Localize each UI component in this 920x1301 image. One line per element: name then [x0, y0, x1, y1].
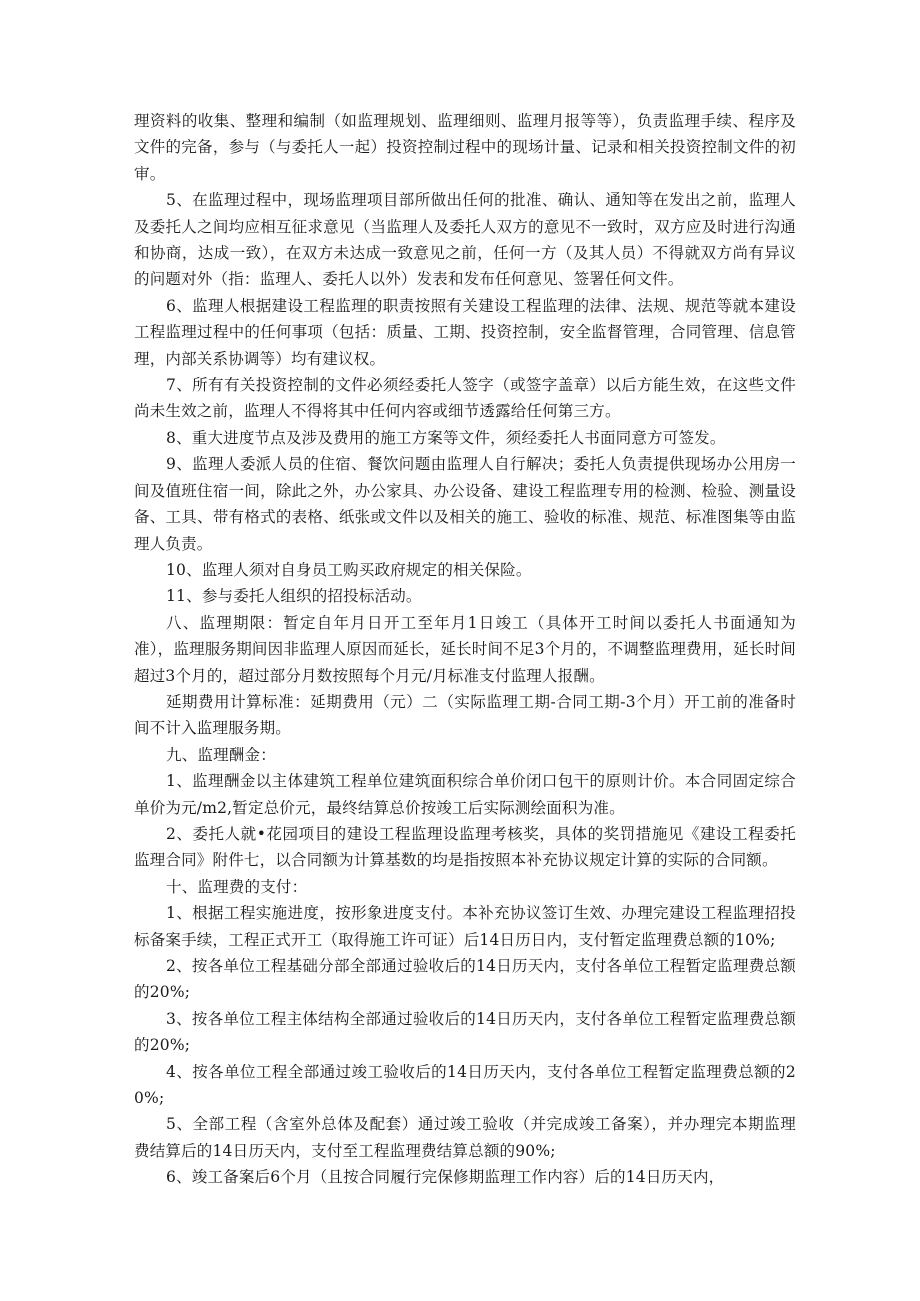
document-body — [134, 108, 796, 1191]
section-heading: 九、监理酬金： — [166, 745, 276, 764]
paragraph: 4、按各单位工程全部通过竣工验收后的14日历天内，支付各单位工程暂定监理费总额的20%; — [134, 1062, 796, 1108]
paragraph: 5、在监理过程中，现场监理项目部所做出任何的批准、确认、通知等在发出之前，监理人及委托人之间均应相互征求意见（当监理人及委托人双方的意见不一致时，双方应及时进行沟通和协商，达成一致），在双方未达成一致意见之前，任何一方（及其人员）不得就双方尚有异议的问题对外（指：监理人、委托人以外）发表和发布任何意见、签署任何文件。 — [134, 191, 796, 289]
paragraph: 1、根据工程实施进度，按形象进度支付。本补充协议签订生效、办理完建设工程监理招投标备案手续，工程正式开工（取得施工许可证）后14日历日内，支付暂定监理费总额的10%; — [134, 904, 796, 949]
paragraph: 延期费用计算标准：延期费用（元）二（实际监理工期-合同工期-3个月）开工前的准备时间不计入监理服务期。 — [134, 692, 796, 738]
section-heading: 十、监理费的支付： — [166, 877, 308, 896]
paragraph: 3、按各单位工程主体结构全部通过验收后的14日历天内，支付各单位工程暂定监理费总额的20%; — [134, 1009, 796, 1055]
paragraph: 6、监理人根据建设工程监理的职责按照有关建设工程监理的法律、法规、规范等就本建设工程监理过程中的任何事项（包括：质量、工期、投资控制，安全监督管理，合同管理、信息管理，内部关系协调等）均有建议权。 — [134, 296, 796, 368]
paragraph: 7、所有有关投资控制的文件必须经委托人签字（或签字盖章）以后方能生效，在这些文件尚未生效之前，监理人不得将其中任何内容或细节透露给任何第三方。 — [134, 376, 796, 421]
paragraph: 2、按各单位工程基础分部全部通过验收后的14日历天内，支付各单位工程暂定监理费总额的20%; — [134, 957, 796, 1002]
paragraph: 八、监理期限：暂定自年月日开工至年月1日竣工（具体开工时间以委托人书面通知为准），监理服务期间因非监理人原因而延长，延长时间不足3个月的，不调整监理费用，延长时间超过3个月的，超过部分月数按照每个月元/月标准支付监理人报酬。 — [134, 613, 796, 685]
paragraph: 5、全部工程（含室外总体及配套）通过竣工验收（并完成竣工备案），并办理完本期监理费结算后的14日历天内，支付至工程监理费结算总额的90%; — [134, 1115, 796, 1160]
paragraph: 理资料的收集、整理和编制（如监理规划、监理细则、监理月报等等），负责监理手续、程序及文件的完备，参与（与委托人一起）投资控制过程中的现场计量、记录和相关投资控制文件的初审。 — [134, 112, 796, 183]
paragraph: 8、重大进度节点及涉及费用的施工方案等文件，须经委托人书面同意方可签发。 — [166, 428, 726, 447]
paragraph: 9、监理人委派人员的住宿、餐饮问题由监理人自行解决；委托人负责提供现场办公用房一间及值班住宿一间，除此之外，办公家具、办公设备、建设工程监理专用的检测、检验、测量设备、工具、带有格式的表格、纸张或文件以及相关的施工、验收的标准、规范、标准图集等由监理人负责。 — [134, 455, 796, 553]
paragraph: 11、参与委托人组织的招投标活动。 — [166, 587, 422, 606]
paragraph: 1、监理酬金以主体建筑工程单位建筑面积综合单价闭口包干的原则计价。本合同固定综合单价为元/m2,暂定总价元，最终结算总价按竣工后实际测绘面积为准。 — [134, 772, 796, 817]
paragraph: 10、监理人须对自身员工购买政府规定的相关保险。 — [166, 560, 532, 579]
paragraph: 2、委托人就•花园项目的建设工程监理设监理考核奖，具体的奖罚措施见《建设工程委托监理合同》附件七，以合同额为计算基数的均是指按照本补充协议规定计算的实际的合同额。 — [134, 824, 796, 870]
paragraph: 6、竣工备案后6个月（且按合同履行完保修期监理工作内容）后的14日历天内， — [166, 1168, 725, 1187]
